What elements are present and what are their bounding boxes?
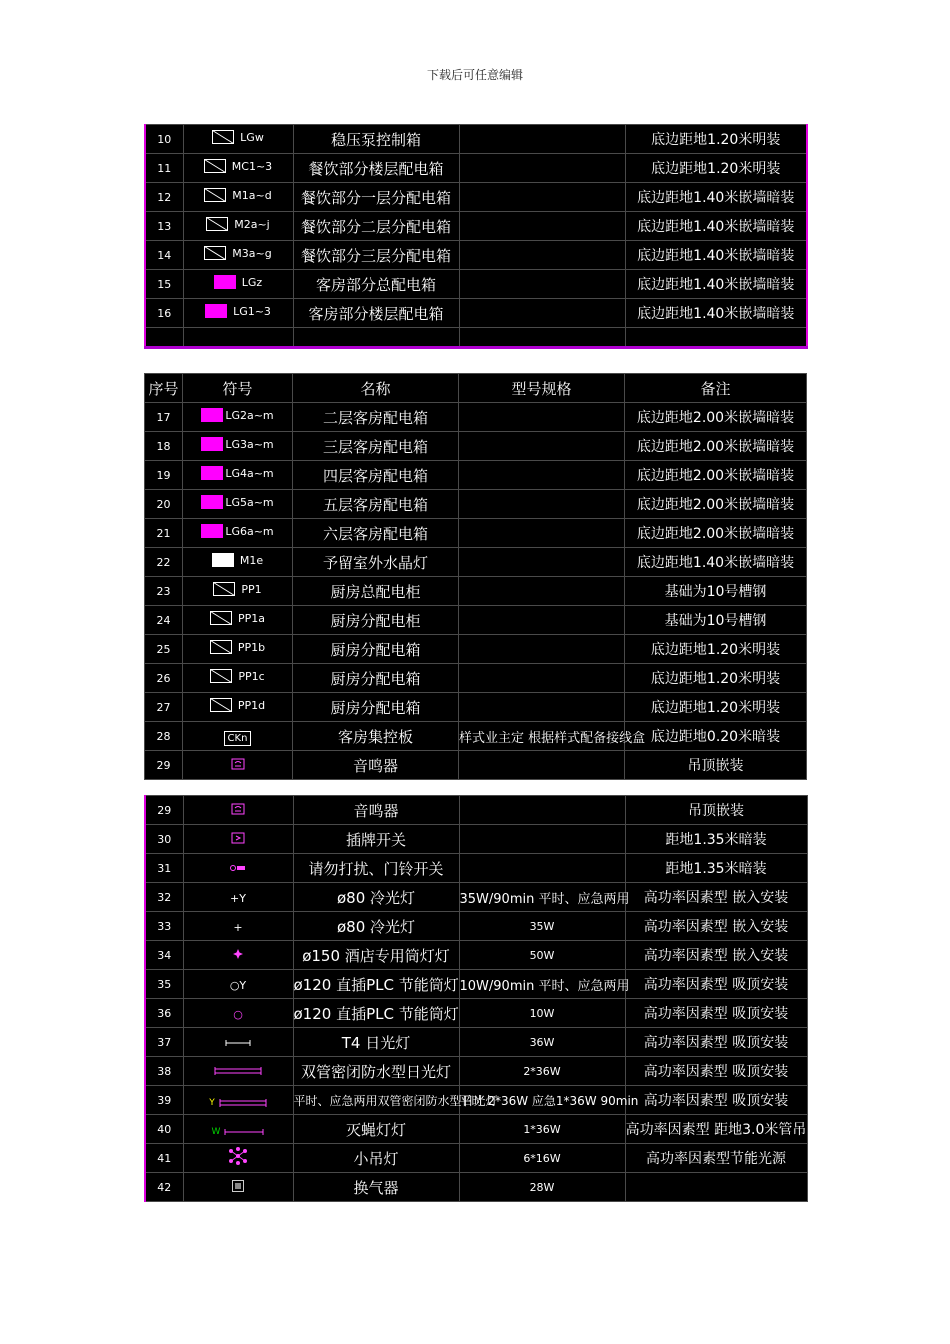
item-name: 客房部分总配电箱	[293, 270, 459, 299]
ck-box-icon: CKn	[224, 731, 252, 746]
item-spec: 2*36W	[459, 1057, 625, 1086]
symbol-cell: PP1c	[183, 664, 293, 693]
table-row	[145, 693, 807, 722]
item-name: 平时、应急两用双管密闭防水型日光灯	[293, 1086, 459, 1115]
item-note: 底边距地1.40米嵌墙暗装	[625, 183, 807, 212]
symbol-cell	[183, 999, 293, 1028]
symbol-cell	[183, 912, 293, 941]
symbol-cell: MC1~3	[183, 154, 293, 183]
item-note: 底边距地2.00米嵌墙暗装	[625, 432, 807, 461]
symbol-cell: LG3a~m	[183, 432, 293, 461]
item-note: 高功率因素型 吸顶安装	[625, 1028, 807, 1057]
row-number: 12	[145, 183, 183, 212]
item-spec	[459, 212, 625, 241]
row-number: 35	[145, 970, 183, 999]
item-name: ø120 直插PLC 节能筒灯	[293, 999, 459, 1028]
item-spec: 28W	[459, 1173, 625, 1202]
item-note: 底边距地1.20米明装	[625, 154, 807, 183]
row-number: 18	[145, 432, 183, 461]
row-number: 29	[145, 751, 183, 780]
item-name: 餐饮部分楼层配电箱	[293, 154, 459, 183]
row-number: 28	[145, 722, 183, 751]
row-number: 25	[145, 635, 183, 664]
item-name: 予留室外水晶灯	[293, 548, 459, 577]
item-name: 稳压泵控制箱	[293, 125, 459, 154]
table-row	[145, 403, 807, 432]
table-row	[145, 999, 807, 1028]
item-spec	[459, 154, 625, 183]
magenta-box-icon	[201, 495, 223, 509]
distribution-box-icon	[213, 582, 235, 596]
item-name: 小吊灯	[293, 1144, 459, 1173]
item-name: 厨房分配电箱	[293, 693, 459, 722]
symbol-cell: LG2a~m	[183, 403, 293, 432]
symbol-cell: LG1~3	[183, 299, 293, 328]
item-name: 厨房分配电箱	[293, 635, 459, 664]
empty-row	[145, 328, 807, 348]
table-row	[145, 299, 807, 328]
item-note: 距地1.35米暗装	[625, 854, 807, 883]
item-name: 音鸣器	[293, 751, 459, 780]
item-spec	[459, 751, 625, 780]
table-row	[145, 970, 807, 999]
table-row	[145, 548, 807, 577]
item-name: ø150 酒店专用筒灯灯	[293, 941, 459, 970]
dnd-switch-icon	[229, 863, 247, 873]
symbol-cell	[183, 722, 293, 751]
table-row	[145, 125, 807, 154]
symbol-cell	[183, 796, 293, 825]
column-header: 符号	[183, 374, 293, 403]
buzzer-icon	[231, 803, 245, 815]
buzzer-icon	[231, 758, 245, 770]
magenta-box-icon	[201, 408, 223, 422]
item-note: 高功率因素型 嵌入安装	[625, 941, 807, 970]
row-number: 24	[145, 606, 183, 635]
table-row	[145, 606, 807, 635]
item-spec	[459, 577, 625, 606]
table-row	[145, 722, 807, 751]
item-spec	[459, 606, 625, 635]
item-spec	[459, 270, 625, 299]
table-row	[145, 270, 807, 299]
item-name: 六层客房配电箱	[293, 519, 459, 548]
double-tube-icon	[214, 1066, 262, 1076]
item-name: 换气器	[293, 1173, 459, 1202]
item-name: 厨房分配电箱	[293, 664, 459, 693]
card-switch-icon	[231, 832, 245, 844]
row-number: 20	[145, 490, 183, 519]
distribution-box-icon	[204, 188, 226, 202]
table-row	[145, 635, 807, 664]
column-header: 型号规格	[459, 374, 625, 403]
table-row	[145, 912, 807, 941]
symbol-cell: PP1a	[183, 606, 293, 635]
item-spec: 50W	[459, 941, 625, 970]
item-spec	[459, 664, 625, 693]
item-name: 三层客房配电箱	[293, 432, 459, 461]
exhaust-fan-icon	[232, 1180, 244, 1192]
magenta-box-icon	[201, 437, 223, 451]
table-row	[145, 519, 807, 548]
item-name: 二层客房配电箱	[293, 403, 459, 432]
double-tube-emergency-icon	[219, 1098, 267, 1108]
symbol-cell	[183, 1028, 293, 1057]
item-spec	[459, 403, 625, 432]
item-note: 底边距地1.20米明装	[625, 664, 807, 693]
pendant-lamp-icon	[227, 1146, 249, 1166]
item-name: 客房集控板	[293, 722, 459, 751]
table-row	[145, 1173, 807, 1202]
item-spec	[459, 796, 625, 825]
downlight-emergency-icon: +Y	[230, 892, 246, 905]
item-name: ø120 直插PLC 节能筒灯	[293, 970, 459, 999]
row-number: 41	[145, 1144, 183, 1173]
item-spec: 10W	[459, 999, 625, 1028]
item-note: 高功率因素型 嵌入安装	[625, 883, 807, 912]
item-note: 基础为10号槽钢	[625, 606, 807, 635]
table-row	[145, 432, 807, 461]
item-note: 吊顶嵌装	[625, 796, 807, 825]
item-spec	[459, 241, 625, 270]
symbol-cell: M1a~d	[183, 183, 293, 212]
item-note: 底边距地1.40米嵌墙暗装	[625, 299, 807, 328]
row-number: 37	[145, 1028, 183, 1057]
item-spec	[459, 825, 625, 854]
legend-table-1	[144, 124, 808, 349]
table-row	[145, 854, 807, 883]
row-number: 15	[145, 270, 183, 299]
item-spec	[459, 519, 625, 548]
symbol-cell: Y	[183, 1086, 293, 1115]
item-spec	[459, 693, 625, 722]
item-note: 高功率因素型 吸顶安装	[625, 1086, 807, 1115]
row-number: 42	[145, 1173, 183, 1202]
table-row	[145, 751, 807, 780]
item-spec	[459, 183, 625, 212]
table-row	[145, 825, 807, 854]
symbol-cell: LGz	[183, 270, 293, 299]
item-note: 高功率因素型 吸顶安装	[625, 999, 807, 1028]
item-note: 底边距地2.00米嵌墙暗装	[625, 403, 807, 432]
item-note: 底边距地2.00米嵌墙暗装	[625, 519, 807, 548]
distribution-box-icon	[204, 159, 226, 173]
symbol-cell: LG5a~m	[183, 490, 293, 519]
table-row	[145, 490, 807, 519]
row-number: 27	[145, 693, 183, 722]
item-spec: 10W/90min 平时、应急两用	[459, 970, 625, 999]
symbol-cell: M1e	[183, 548, 293, 577]
row-number: 10	[145, 125, 183, 154]
item-note: 底边距地2.00米嵌墙暗装	[625, 490, 807, 519]
distribution-box-icon	[206, 217, 228, 231]
item-note: 高功率因素型 嵌入安装	[625, 912, 807, 941]
item-note: 底边距地1.40米嵌墙暗装	[625, 270, 807, 299]
row-number: 33	[145, 912, 183, 941]
distribution-box-icon	[210, 669, 232, 683]
distribution-box-icon	[212, 130, 234, 144]
item-name: ø80 冷光灯	[293, 912, 459, 941]
symbol-cell: LG4a~m	[183, 461, 293, 490]
magenta-box-icon	[205, 304, 227, 318]
item-spec	[459, 461, 625, 490]
item-note: 距地1.35米暗装	[625, 825, 807, 854]
item-spec	[459, 548, 625, 577]
plc-downlight-icon: ○	[233, 1008, 243, 1021]
symbol-cell	[183, 751, 293, 780]
table-row	[145, 241, 807, 270]
item-name: 餐饮部分一层分配电箱	[293, 183, 459, 212]
row-number: 36	[145, 999, 183, 1028]
item-note: 高功率因素型 距地3.0米管吊	[625, 1115, 807, 1144]
row-number: 17	[145, 403, 183, 432]
symbol-cell: PP1b	[183, 635, 293, 664]
white-box-icon	[212, 553, 234, 567]
table-row	[145, 1028, 807, 1057]
distribution-box-icon	[210, 611, 232, 625]
row-number: 11	[145, 154, 183, 183]
insect-killer-icon	[224, 1128, 264, 1136]
row-number: 32	[145, 883, 183, 912]
table-row	[145, 1115, 807, 1144]
row-number: 16	[145, 299, 183, 328]
item-name: 灭蝇灯灯	[293, 1115, 459, 1144]
symbol-cell	[183, 1173, 293, 1202]
symbol-cell: M3a~g	[183, 241, 293, 270]
item-note: 底边距地1.40米嵌墙暗装	[625, 212, 807, 241]
symbol-cell	[183, 1057, 293, 1086]
symbol-cell	[183, 941, 293, 970]
item-spec	[459, 299, 625, 328]
item-name: 请勿打扰、门铃开关	[293, 854, 459, 883]
item-name: 餐饮部分二层分配电箱	[293, 212, 459, 241]
legend-table-2	[144, 373, 807, 780]
item-name: T4 日光灯	[293, 1028, 459, 1057]
hotel-downlight-icon	[232, 948, 244, 960]
table-row	[145, 154, 807, 183]
item-spec	[459, 125, 625, 154]
symbol-cell: PP1	[183, 577, 293, 606]
item-spec: 35W	[459, 912, 625, 941]
row-number: 19	[145, 461, 183, 490]
item-name: ø80 冷光灯	[293, 883, 459, 912]
table-row	[145, 212, 807, 241]
item-name: 厨房分配电柜	[293, 606, 459, 635]
table-row	[145, 883, 807, 912]
item-note: 底边距地1.40米嵌墙暗装	[625, 241, 807, 270]
item-spec: 6*16W	[459, 1144, 625, 1173]
item-note: 高功率因素型 吸顶安装	[625, 1057, 807, 1086]
column-header: 序号	[145, 374, 183, 403]
downlight-icon: +	[233, 921, 243, 934]
page-header: 下载后可任意编辑	[426, 68, 523, 82]
row-number: 26	[145, 664, 183, 693]
t4-tube-icon	[225, 1039, 251, 1047]
distribution-box-icon	[210, 698, 232, 712]
item-spec: 样式业主定 根据样式配备接线盒	[459, 722, 625, 751]
item-spec: 35W/90min 平时、应急两用	[459, 883, 625, 912]
item-name: 四层客房配电箱	[293, 461, 459, 490]
table-row	[145, 796, 807, 825]
row-number: 23	[145, 577, 183, 606]
item-name: 厨房总配电柜	[293, 577, 459, 606]
item-note: 底边距地1.40米嵌墙暗装	[625, 548, 807, 577]
item-note: 底边距地2.00米嵌墙暗装	[625, 461, 807, 490]
row-number: 38	[145, 1057, 183, 1086]
symbol-cell	[183, 883, 293, 912]
row-number: 22	[145, 548, 183, 577]
item-name: 客房部分楼层配电箱	[293, 299, 459, 328]
item-spec	[459, 432, 625, 461]
table-row	[145, 1144, 807, 1173]
plc-downlight-emergency-icon: ○Y	[229, 979, 247, 992]
column-header: 名称	[293, 374, 459, 403]
row-number: 39	[145, 1086, 183, 1115]
item-note: 高功率因素型 吸顶安装	[625, 970, 807, 999]
row-number: 21	[145, 519, 183, 548]
item-note: 基础为10号槽钢	[625, 577, 807, 606]
item-note: 底边距地1.20米明装	[625, 635, 807, 664]
distribution-box-icon	[210, 640, 232, 654]
item-note: 底边距地0.20米暗装	[625, 722, 807, 751]
row-number: 40	[145, 1115, 183, 1144]
legend-table-3	[144, 795, 808, 1202]
item-name: 音鸣器	[293, 796, 459, 825]
row-number: 13	[145, 212, 183, 241]
table-row	[145, 1086, 807, 1115]
table-row	[145, 941, 807, 970]
item-spec	[459, 854, 625, 883]
item-name: 插牌开关	[293, 825, 459, 854]
magenta-box-icon	[214, 275, 236, 289]
item-spec	[459, 490, 625, 519]
table-row	[145, 664, 807, 693]
table-row	[145, 183, 807, 212]
symbol-cell	[183, 1144, 293, 1173]
item-note: 吊顶嵌装	[625, 751, 807, 780]
item-name: 双管密闭防水型日光灯	[293, 1057, 459, 1086]
symbol-cell	[183, 825, 293, 854]
item-spec: 36W	[459, 1028, 625, 1057]
row-number: 31	[145, 854, 183, 883]
item-spec: 平时 2*36W 应急1*36W 90min	[459, 1086, 625, 1115]
table-row	[145, 461, 807, 490]
table-row	[145, 1057, 807, 1086]
symbol-cell: M2a~j	[183, 212, 293, 241]
symbol-cell	[183, 970, 293, 999]
magenta-box-icon	[201, 466, 223, 480]
item-spec	[459, 635, 625, 664]
item-spec: 1*36W	[459, 1115, 625, 1144]
row-number: 14	[145, 241, 183, 270]
item-note: 底边距地1.20米明装	[625, 693, 807, 722]
row-number: 29	[145, 796, 183, 825]
symbol-cell: LGw	[183, 125, 293, 154]
row-number: 34	[145, 941, 183, 970]
item-name: 餐饮部分三层分配电箱	[293, 241, 459, 270]
symbol-cell: LG6a~m	[183, 519, 293, 548]
column-header: 备注	[625, 374, 807, 403]
distribution-box-icon	[204, 246, 226, 260]
item-note: 底边距地1.20米明装	[625, 125, 807, 154]
symbol-cell: PP1d	[183, 693, 293, 722]
item-note	[625, 1173, 807, 1202]
item-note: 高功率因素型节能光源	[625, 1144, 807, 1173]
symbol-cell	[183, 854, 293, 883]
header-row	[145, 374, 807, 403]
item-name: 五层客房配电箱	[293, 490, 459, 519]
row-number: 30	[145, 825, 183, 854]
symbol-cell: W	[183, 1115, 293, 1144]
table-row	[145, 577, 807, 606]
magenta-box-icon	[201, 524, 223, 538]
